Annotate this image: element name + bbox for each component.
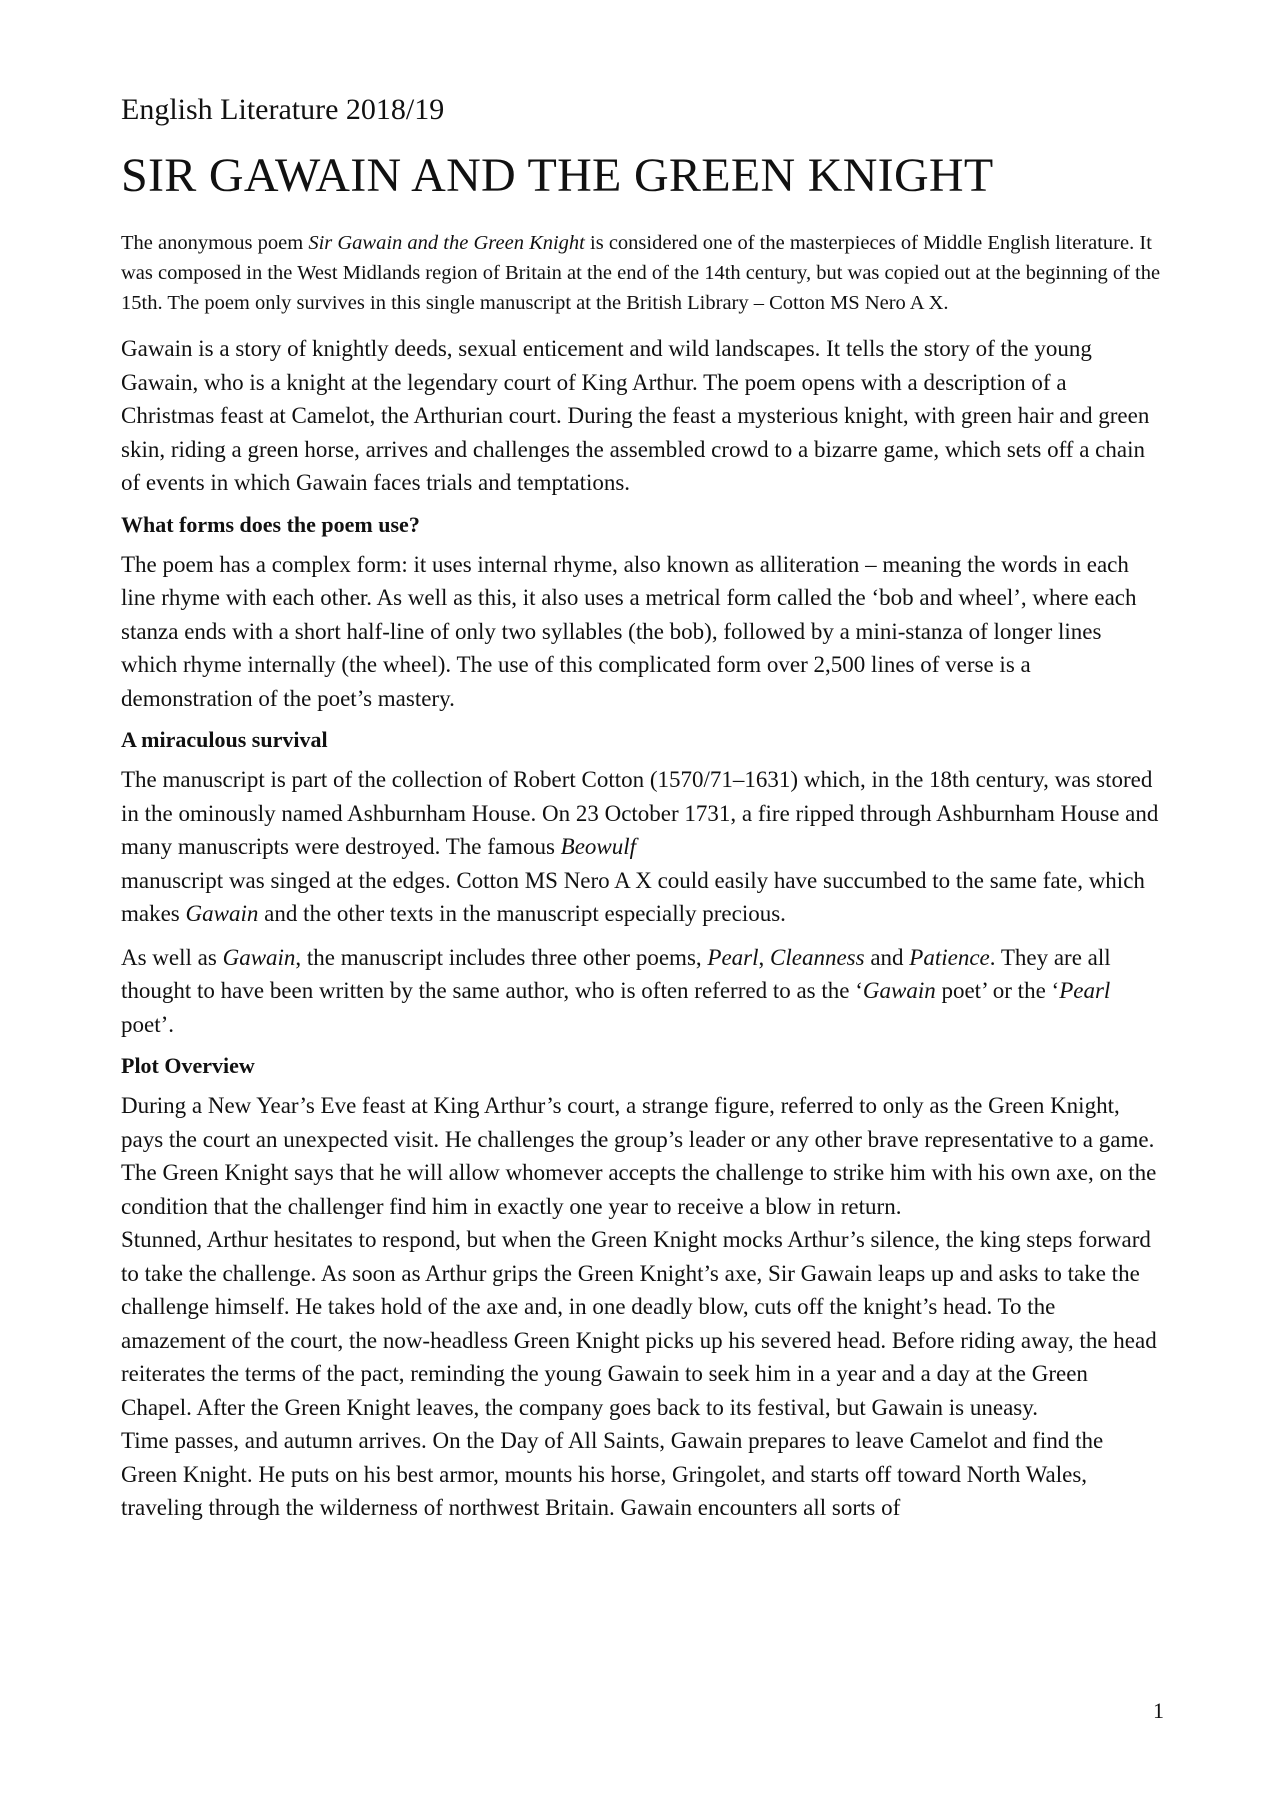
plot-paragraph-3: Time passes, and autumn arrives. On the Day of All Saints, Gawain prepares to leave Camelot and find the Green Knight. He puts on his best armor, mounts his horse, Gringolet, and starts off toward North Wales, traveling through the wilderness of northwest Britain. Gawain encounters all sorts of xyxy=(121,1428,1104,1520)
forms-heading: What forms does the poem use? xyxy=(121,511,420,537)
survival-p2-text-f: poet’ or the ‘ xyxy=(935,978,1060,1003)
survival-text-a: The manuscript is part of the collection of Robert Cotton (1570/71–1631) which, in the 18th century, was stored in the ominously named Ashburnham House. On 23 October 1731, a fire ripped through Ashburnham House and many manuscripts were destroyed. The famous xyxy=(121,767,1159,859)
document-page xyxy=(121,88,1161,1525)
gawain-italic: Gawain xyxy=(185,901,259,926)
gawain-italic-2: Gawain xyxy=(222,944,296,970)
intro-text-b: is considered one of the masterpieces of Middle English literature. It was composed in the West Midlands region of Britain at the end of the 14th century, but was copied out at the beginning of the 15th. The poem only survives in this single manuscript at the British Library – Cotton MS Nero A X. xyxy=(121,232,1161,314)
survival-p2-text-c: , xyxy=(758,944,770,970)
plot-heading: Plot Overview xyxy=(121,1053,255,1078)
survival-p2-text-a: As well as xyxy=(121,944,223,970)
document-title: SIR GAWAIN AND THE GREEN KNIGHT xyxy=(121,149,994,202)
gawain-italic-3: Gawain xyxy=(862,978,936,1003)
plot-paragraph-2: Stunned, Arthur hesitates to respond, but when the Green Knight mocks Arthur’s silence, the king steps forward to take the challenge. As soon as Arthur grips the Green Knight’s axe, Sir Gawain leaps up and asks to take the challenge himself. He takes hold of the axe and, in one deadly blow, cuts off the knight’s head. To the amazement of the court, the now-headless Green Knight picks up his severed head. Before riding away, the head reiterates the terms of the pact, reminding the young Gawain to seek him in a year and a day at the Green Chapel. After the Green Knight leaves, the company goes back to its festival, but Gawain is uneasy. xyxy=(121,1227,1157,1420)
page-number: 1 xyxy=(1153,1698,1164,1723)
plot-paragraph-1: During a New Year’s Eve feast at King Arthur’s court, a strange figure, referred to only as the Green Knight, pays the court an unexpected visit. He challenges the group’s leader or any other brave representative to a game. The Green Knight says that he will allow whomever accepts the challenge to strike him with his own axe, on the condition that the challenger find him in exactly one year to receive a blow in return. xyxy=(121,1093,1157,1219)
pearl-italic: Pearl xyxy=(707,944,759,970)
intro-paragraph xyxy=(121,228,1161,318)
survival-p2-text-g: poet’. xyxy=(121,1011,175,1037)
patience-italic: Patience xyxy=(909,944,990,970)
poem-title-italic: Sir Gawain and the Green Knight xyxy=(308,232,585,254)
forms-paragraph: The poem has a complex form: it uses internal rhyme, also known as alliteration – meaning the words in each line rhyme with each other. As well as this, it also uses a metrical form called the ‘bob and wheel’, where each stanza ends with a short half-line of only two syllables (the bob), followed by a mini-stanza of longer lines which rhyme internally (the wheel). The use of this complicated form over 2,500 lines of verse is a demonstration of the poet’s mastery. xyxy=(121,551,1137,711)
survival-p2-text-e: . They are all thought to have been written by the same author, who is often referred to as the ‘ xyxy=(121,944,1111,1003)
survival-p2-text-b: , the manuscript includes three other poems, xyxy=(295,944,708,970)
survival-heading: A miraculous survival xyxy=(121,727,328,752)
survival-paragraph-1 xyxy=(121,763,1161,931)
intro-text-a: The anonymous poem xyxy=(121,232,309,254)
survival-text-c: and the other texts in the manuscript especially precious. xyxy=(258,901,786,926)
survival-text-b: manuscript was singed at the edges. Cotton MS Nero A X could easily have succumbed to the same fate, which makes xyxy=(121,867,1145,926)
story-paragraph: Gawain is a story of knightly deeds, sexual enticement and wild landscapes. It tells the story of the young Gawain, who is a knight at the legendary court of King Arthur. The poem opens with a description of a Christmas feast at Camelot, the Arthurian court. During the feast a mysterious knight, with green hair and green skin, riding a green horse, arrives and challenges the assembled crowd to a bizarre game, which sets off a chain of events in which Gawain faces trials and temptations. xyxy=(121,336,1150,495)
survival-paragraph-2 xyxy=(121,941,1161,1042)
pearl-italic-2: Pearl xyxy=(1059,978,1111,1003)
course-label: English Literature 2018/19 xyxy=(121,93,445,126)
beowulf-italic: Beowulf xyxy=(560,834,637,859)
survival-p2-text-d: and xyxy=(864,944,910,970)
cleanness-italic: Cleanness xyxy=(770,944,865,970)
